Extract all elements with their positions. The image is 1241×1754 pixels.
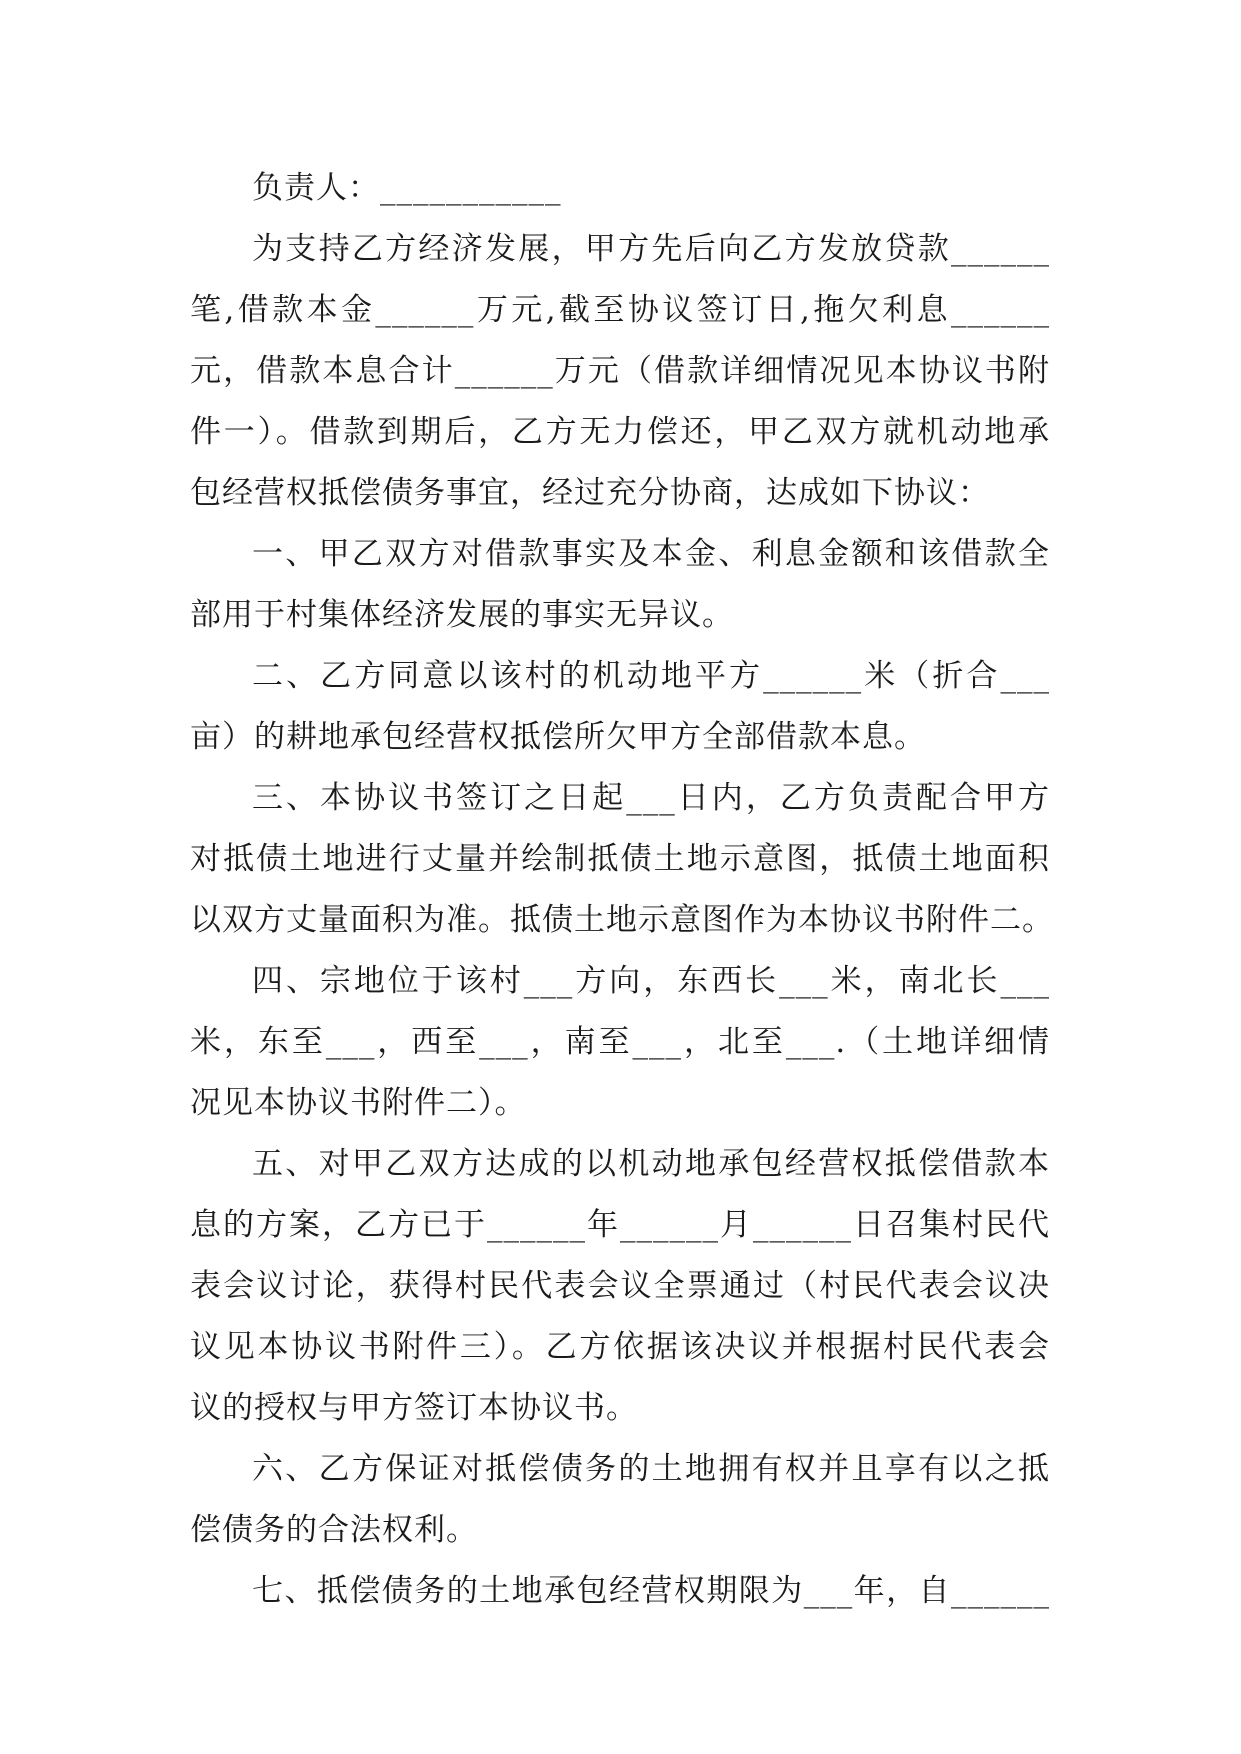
clause-4-line-3: 况见本协议书附件二）。	[190, 1085, 527, 1121]
clause-6-line-1: 六、乙方保证对抵偿债务的土地拥有权并且享有以之抵	[252, 1451, 1050, 1487]
paragraph-intro-line-4: 件一）。借款到期后，乙方无力偿还，甲乙双方就机动地承	[190, 414, 1050, 450]
paragraph-intro-line-2: 笔,借款本金______万元,截至协议签订日,拖欠利息______	[190, 292, 1050, 328]
clause-5-line-3: 表会议讨论，获得村民代表会议全票通过（村民代表会议决	[190, 1268, 1050, 1304]
clause-3-line-1: 三、本协议书签订之日起___日内，乙方负责配合甲方	[252, 780, 1050, 816]
responsible-person-line: 负责人：___________	[252, 170, 562, 206]
clause-4-line-2: 米，东至___，西至___，南至___，北至___.（土地详细情	[190, 1024, 1050, 1060]
clause-7-line-1: 七、抵偿债务的土地承包经营权期限为___年，自______	[252, 1573, 1050, 1609]
clause-5-line-4: 议见本协议书附件三）。乙方依据该决议并根据村民代表会	[190, 1329, 1050, 1365]
clause-1-line-1: 一、甲乙双方对借款事实及本金、利息金额和该借款全	[252, 536, 1050, 572]
clause-3-line-2: 对抵债土地进行丈量并绘制抵债土地示意图，抵债土地面积	[190, 841, 1050, 877]
paragraph-intro-line-5: 包经营权抵偿债务事宜，经过充分协商，达成如下协议：	[190, 475, 990, 511]
clause-5-line-1: 五、对甲乙双方达成的以机动地承包经营权抵偿借款本	[252, 1146, 1050, 1182]
document-page	[190, 158, 1054, 1622]
clause-3-line-3: 以双方丈量面积为准。抵债土地示意图作为本协议书附件二。	[190, 902, 1054, 938]
clause-4-line-1: 四、宗地位于该村___方向，东西长___米，南北长___	[252, 963, 1050, 999]
clause-1-line-2: 部用于村集体经济发展的事实无异议。	[190, 597, 734, 633]
paragraph-intro-line-1: 为支持乙方经济发展，甲方先后向乙方发放贷款______	[252, 231, 1050, 267]
clause-2-line-1: 二、乙方同意以该村的机动地平方______米（折合___	[252, 658, 1050, 694]
clause-5-line-5: 议的授权与甲方签订本协议书。	[190, 1390, 638, 1426]
clause-6-line-2: 偿债务的合法权利。	[190, 1512, 478, 1548]
clause-2-line-2: 亩）的耕地承包经营权抵偿所欠甲方全部借款本息。	[190, 719, 926, 755]
clause-5-line-2: 息的方案，乙方已于______年______月______日召集村民代	[190, 1207, 1050, 1243]
paragraph-intro-line-3: 元，借款本息合计______万元（借款详细情况见本协议书附	[190, 353, 1050, 389]
